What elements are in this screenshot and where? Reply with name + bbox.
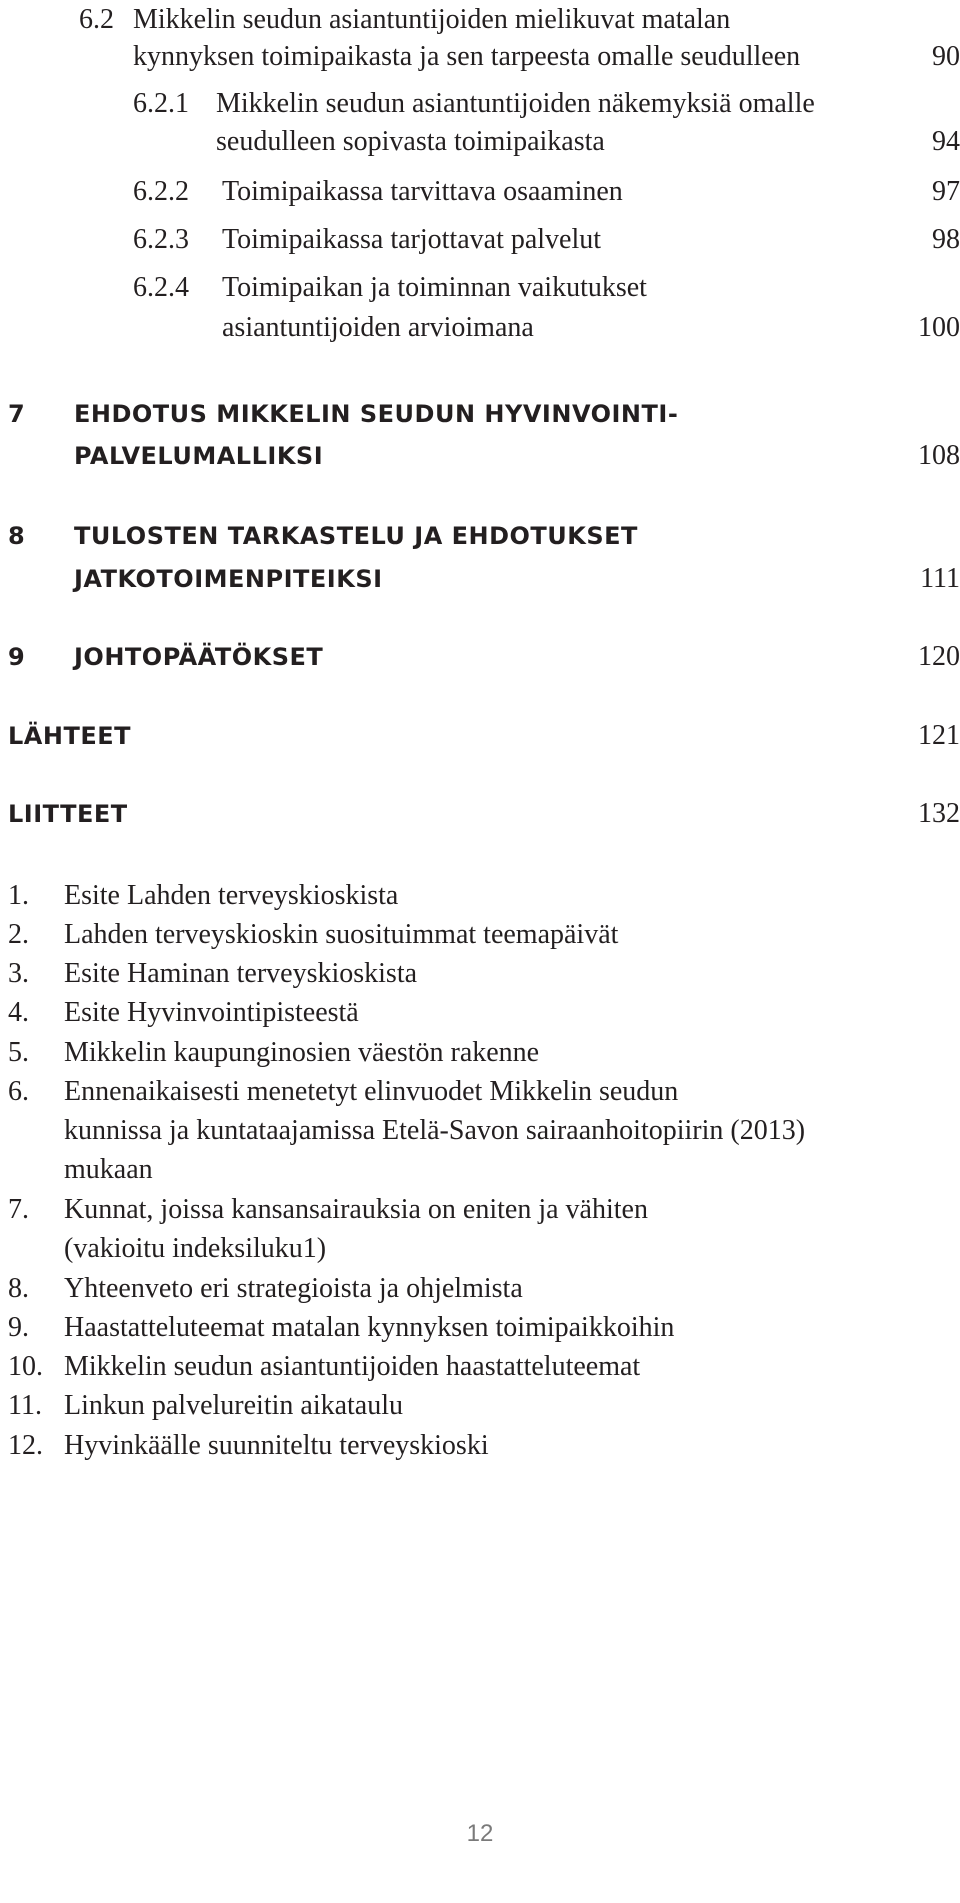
entry-page: 97 — [932, 176, 960, 207]
toc-entry-6-2-3[interactable] — [0, 220, 960, 260]
entry-title-line-1: Toimipaikassa tarvittava osaaminen — [222, 176, 623, 207]
toc-entry-6-2[interactable] — [0, 0, 960, 80]
appendix-title-line-1: Esite Lahden terveyskioskista — [64, 880, 399, 911]
chapter-page: 111 — [920, 563, 960, 594]
appendix-number: 3. — [8, 958, 29, 989]
appendix-item[interactable] — [0, 1269, 960, 1309]
appendix-title-line-2: kunnissa ja kuntataajamissa Etelä-Savon sairaanhoitopiirin (2013) — [64, 1115, 806, 1146]
chapter-title-line-1: JOHTOPÄÄTÖKSET — [74, 643, 324, 671]
section-page: 132 — [918, 798, 960, 829]
entry-title-line-1: Mikkelin seudun asiantuntijoiden näkemyksiä omalle — [216, 88, 815, 119]
section-title: LIITTEET — [8, 800, 128, 828]
chapter-title-line-2: JATKOTOIMENPITEIKSI — [74, 565, 383, 593]
toc-entry-6-2-1[interactable] — [0, 84, 960, 164]
entry-page: 98 — [932, 224, 960, 255]
chapter-title-line-1: TULOSTEN TARKASTELU JA EHDOTUKSET — [74, 522, 638, 550]
appendix-title-line-1: Esite Hyvinvointipisteestä — [64, 997, 359, 1028]
entry-page: 94 — [932, 126, 960, 157]
appendix-number: 5. — [8, 1037, 29, 1068]
appendix-item[interactable] — [0, 1386, 960, 1426]
appendix-item[interactable] — [0, 1347, 960, 1387]
appendix-title-line-2: (vakioitu indeksiluku1) — [64, 1233, 327, 1264]
appendix-title-line-1: Esite Haminan terveyskioskista — [64, 958, 418, 989]
toc-section-lahteet[interactable] — [0, 716, 960, 758]
appendix-item[interactable] — [0, 915, 960, 955]
entry-title-line-2: asiantuntijoiden arvioimana — [222, 312, 534, 343]
appendix-title-line-1: Ennenaikaisesti menetetyt elinvuodet Mikkelin seudun — [64, 1076, 679, 1107]
entry-title-line-1: Toimipaikassa tarjottavat palvelut — [222, 224, 602, 255]
appendix-item[interactable] — [0, 1033, 960, 1073]
appendix-number: 10. — [8, 1351, 43, 1382]
entry-number: 6.2 — [79, 4, 114, 35]
entry-title-line-2: seudulleen sopivasta toimipaikasta — [216, 126, 605, 157]
appendix-title-line-1: Hyvinkäälle suunniteltu terveyskioski — [64, 1430, 489, 1461]
appendix-number: 7. — [8, 1194, 29, 1225]
chapter-title-line-1: EHDOTUS MIKKELIN SEUDUN HYVINVOINTI- — [74, 400, 679, 428]
appendix-item[interactable] — [0, 1190, 960, 1270]
appendix-number: 6. — [8, 1076, 29, 1107]
appendix-title-line-1: Kunnat, joissa kansansairauksia on eniten ja vähiten — [64, 1194, 648, 1225]
appendix-item[interactable] — [0, 954, 960, 994]
toc-entry-6-2-2[interactable] — [0, 172, 960, 212]
appendix-item[interactable] — [0, 1072, 960, 1192]
appendix-number: 8. — [8, 1273, 29, 1304]
entry-page: 90 — [932, 41, 960, 72]
appendix-item[interactable] — [0, 876, 960, 916]
appendix-item[interactable] — [0, 1426, 960, 1466]
appendix-title-line-1: Mikkelin kaupunginosien väestön rakenne — [64, 1037, 540, 1068]
appendix-number: 12. — [8, 1430, 43, 1461]
page-number: 12 — [466, 1820, 494, 1847]
appendix-title-line-1: Lahden terveyskioskin suosituimmat teemapäivät — [64, 919, 619, 950]
toc-chapter-9[interactable] — [0, 637, 960, 679]
appendix-title-line-1: Mikkelin seudun asiantuntijoiden haastatteluteemat — [64, 1351, 641, 1382]
entry-number: 6.2.4 — [133, 272, 189, 303]
entry-title-line-1: Toimipaikan ja toiminnan vaikutukset — [222, 272, 647, 303]
toc-section-liitteet[interactable] — [0, 794, 960, 836]
toc-chapter-8[interactable] — [0, 516, 960, 600]
chapter-title-line-2: PALVELUMALLIKSI — [74, 442, 324, 470]
appendix-item[interactable] — [0, 1308, 960, 1348]
chapter-number: 7 — [8, 400, 26, 428]
chapter-number: 9 — [8, 643, 26, 671]
entry-number: 6.2.2 — [133, 176, 189, 207]
entry-page: 100 — [918, 312, 960, 343]
entry-number: 6.2.1 — [133, 88, 189, 119]
chapter-page: 120 — [918, 641, 960, 672]
chapter-page: 108 — [918, 440, 960, 471]
toc-chapter-7[interactable] — [0, 394, 960, 478]
appendix-number: 2. — [8, 919, 29, 950]
appendix-number: 11. — [8, 1390, 42, 1421]
appendix-title-line-3: mukaan — [64, 1154, 153, 1185]
appendix-title-line-1: Haastatteluteemat matalan kynnyksen toimipaikkoihin — [64, 1312, 675, 1343]
entry-title-line-1: Mikkelin seudun asiantuntijoiden mielikuvat matalan — [133, 4, 731, 35]
chapter-number: 8 — [8, 522, 26, 550]
section-page: 121 — [918, 720, 960, 751]
appendix-title-line-1: Yhteenveto eri strategioista ja ohjelmista — [64, 1273, 523, 1304]
appendix-item[interactable] — [0, 993, 960, 1033]
entry-number: 6.2.3 — [133, 224, 189, 255]
section-title: LÄHTEET — [8, 722, 131, 750]
appendix-number: 1. — [8, 880, 29, 911]
appendix-title-line-1: Linkun palvelureitin aikataulu — [64, 1390, 404, 1421]
toc-entry-6-2-4[interactable] — [0, 268, 960, 348]
entry-title-line-2: kynnyksen toimipaikasta ja sen tarpeesta omalle seudulleen — [133, 41, 801, 72]
appendix-number: 9. — [8, 1312, 29, 1343]
appendix-number: 4. — [8, 997, 29, 1028]
